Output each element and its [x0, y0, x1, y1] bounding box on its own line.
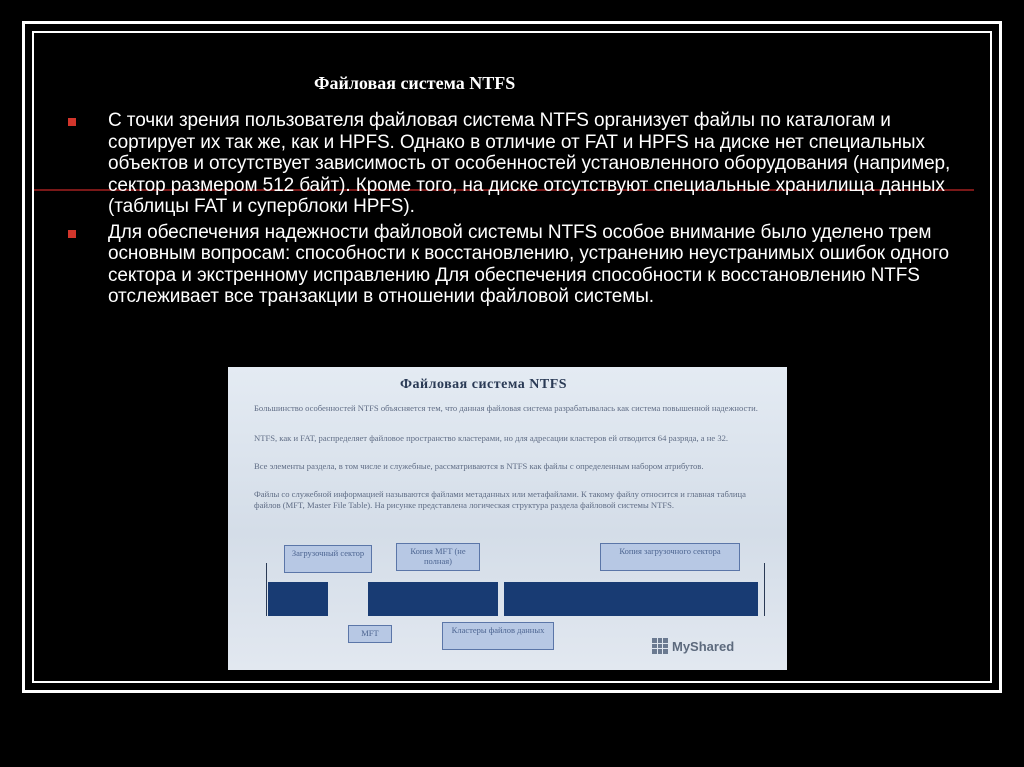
data-clusters-label: Кластеры файлов данных	[442, 622, 554, 650]
slide-title: Файловая система NTFS	[314, 73, 516, 93]
diagram-line	[266, 563, 267, 616]
square-bullet-icon	[68, 230, 76, 238]
watermark-text: MyShared	[672, 638, 735, 654]
embedded-paragraph: Все элементы раздела, в том числе и служебные, рассматриваются в NTFS как файлы с определенным набором атрибутов.	[254, 461, 704, 471]
embedded-paragraph: Большинство особенностей NTFS объясняется тем, что данная файловая система разрабатывалась как система повышенной надежности.	[254, 403, 758, 413]
embedded-slide-image	[228, 367, 787, 670]
embedded-paragraph: NTFS, как и FAT, распределяет файловое пространство кластерами, но для адресации кластеров ей отводится 64 разряда, а не 32.	[254, 433, 729, 443]
watermark-logo	[652, 638, 734, 654]
boot-sector-copy-label: Копия загрузочного сектора	[600, 543, 740, 571]
bullet-text: Для обеспечения надежности файловой системы NTFS особое внимание было уделено трем основным вопросам: способности к восстановлению, устранению неустранимых ошибок одного сектора и экстренному исправлению Для обеспечения способности к восстановлению NTFS отслеживает все транзакции в отношении файловой системы.	[108, 221, 949, 307]
embedded-paragraph: Файлы со служебной информацией называются файлами метаданных или метафайлами. К такому файлу относится и главная таблица файлов (MFT, Master File Table). На рисунке представлена логическая структура раздела файловой системы NTFS.	[254, 489, 746, 510]
bullet-list	[68, 110, 968, 312]
data-clusters-bar	[504, 582, 758, 616]
bullet-item	[68, 222, 968, 308]
square-bullet-icon	[68, 118, 76, 126]
embedded-slide-title: Файловая система NTFS	[400, 377, 568, 392]
diagram-line	[764, 563, 765, 616]
grid-logo-icon	[652, 638, 668, 654]
mft-copy-label: Копия MFT (не полная)	[396, 543, 480, 571]
boot-sector-bar	[268, 582, 328, 616]
mft-label: MFT	[348, 625, 392, 643]
mft-copy-bar	[368, 582, 498, 616]
bullet-item	[68, 110, 968, 218]
bullet-text: С точки зрения пользователя файловая система NTFS организует файлы по каталогам и сортирует их так же, как и HPFS. Однако в отличие от FAT и HPFS на диске нет специальных объектов и отсутствует зависимость от особенностей установленного оборудования (например, сектор размером 512 байт). Кроме того, на диске отсутствуют специальные хранилища данных (таблицы FAT и суперблоки HPFS).	[108, 110, 951, 217]
boot-sector-label: Загрузочный сектор	[284, 545, 372, 573]
